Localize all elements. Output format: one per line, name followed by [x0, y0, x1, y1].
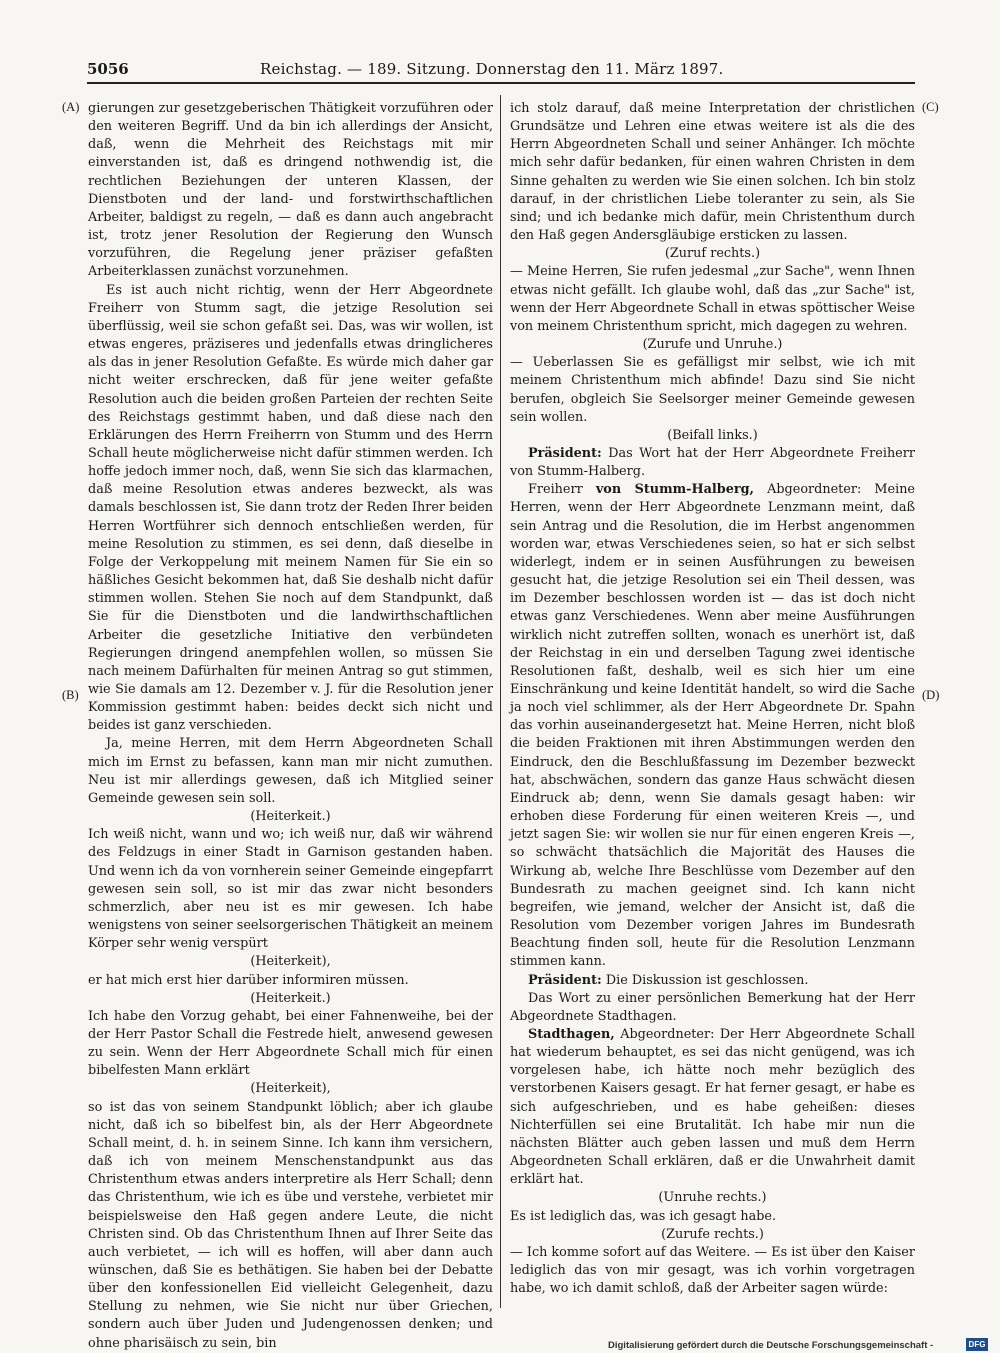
speaker-name: von Stumm-Halberg, — [595, 482, 754, 498]
speaker-name: Stadthagen, — [528, 1026, 615, 1042]
speech-text: Abgeordneter: Der Herr Abgeordnete Schall hat wiederum behauptet, es sei das nicht genügend, was ich vorgelesen habe, ich hätte noch mehr bezüglich des verstorbenen Kaisers gesagt. Er hat ferner gesagt, er habe es sich aufgeschrieben, und es habe geheißen: dieses Nichterfüllen sei eine Brutalität. Ich habe mir nun die nächsten Blätter auch geben lassen und muß dem Herrn Abgeordneten Schall erklären, daß er die Unwahrheit damit erklärt hat. — [510, 1026, 915, 1188]
interjection: (Heiterkeit.) — [250, 809, 331, 825]
speaker-paragraph — [510, 972, 915, 990]
interjection: (Zurufe rechts.) — [661, 1226, 764, 1242]
paragraph: — Ueberlassen Sie es gefälligst mir selbst, wie ich mit meinem Christenthum mich abfinde! Dazu sind Sie nicht berufen, obgleich Sie Seelsorger meiner Gemeinde gewesen sein wollen. — [510, 355, 915, 425]
digitization-credit: Digitalisierung gefördert durch die Deutsche Forschungsgemeinschaft - — [608, 1340, 934, 1351]
margin-marker-d: (D) — [922, 688, 940, 702]
paragraph: — Ich komme sofort auf das Weitere. — Es ist über den Kaiser lediglich das von mir gesagt, was ich vorhin vorgetragen habe, wo ich damit schloß, daß der Arbeiter sagen würde: — [510, 1244, 915, 1297]
interjection: (Zurufe und Unruhe.) — [642, 337, 783, 353]
speech-text: Die Diskussion ist geschlossen. — [605, 972, 809, 988]
speaker-title: Freiherr — [528, 482, 583, 498]
interjection: (Heiterkeit.) — [250, 990, 331, 1006]
right-column — [510, 100, 915, 1298]
paragraph: so ist das von seinem Standpunkt löblich; aber ich glaube nicht, daß ich so bibelfest bin, als der Herr Abgeordnete Schall meint, d. h. in seinem Sinne. Ich kann ihm versichern, daß ich von meinem Menschenstandpunkt aus das Christenthum etwas anders interpretire als Herr Schall; denn das Christenthum, wie ich es übe und verstehe, verbietet mir beispielsweise den Haß gegen andere Leute, die nicht Christen sind. Ob das Christenthum Ihnen auf Ihrer Seite das auch verbietet, — ich will es hoffen, will aber dann auch wünschen, daß Sie es bethätigen. Sie haben bei der Debatte über den konfessionellen Eid vielleicht Gelegenheit, dazu Stellung zu nehmen, wie Sie nicht nur über Griechen, sondern auch über Juden und Judengenossen denken; und ohne pharisäisch zu sein, bin — [88, 1099, 493, 1351]
interjection: (Zuruf rechts.) — [664, 246, 761, 262]
paragraph: Es ist auch nicht richtig, wenn der Herr Abgeordnete Freiherr von Stumm sagt, die jetzige Resolution sei überflüssig, weil sie schon gefaßt sei. Das, was wir wollen, ist etwas engeres, präziseres und jedenfalls etwas dringlicheres als das in jener Resolution Gefaßte. Es würde mich daher gar nicht weiter erschrecken, daß für jene weiter gefaßte Resolution auch die beiden großen Parteien der rechten Seite des Reichstags gestimmt haben, und daß diese nach den Erklärungen des Herrn Freiherrn von Stumm und des Herrn Schall heute möglicherweise nicht dafür stimmen werden. Ich hoffe jedoch immer noch, daß, wenn Sie sich das klarmachen, daß meine Resolution etwas anderes bezweckt, als was damals beschlossen ist, Sie dann trotz der Reden Ihrer beiden Herren Wortführer sich dennoch entschließen werden, für meine Resolution zu stimmen, es sei denn, daß dieselbe in Folge der Verkoppelung mit meinem Namen für Sie ein so häßliches Gesicht bekommen hat, daß Sie deshalb nicht dafür stimmen wollen. Stehen Sie noch auf dem Standpunkt, daß Sie für die Dienstboten und die landwirthschaftlichen Arbeiter die gesetzliche Initiative den verbündeten Regierungen dringend anempfehlen wollen, so müssen Sie nach meinem Dafürhalten für meinen Antrag so gut stimmen, wie Sie damals am 12. Dezember v. J. für die Resolution jener Kommission gestimmt haben: beides deckt sich nicht und beides ist ganz verschieden. — [88, 282, 493, 734]
left-column — [88, 100, 493, 1353]
speaker-label: Präsident: — [528, 972, 602, 988]
speaker-paragraph — [510, 445, 915, 481]
paragraph: Ich habe den Vorzug gehabt, bei einer Fahnenweihe, bei der der Herr Pastor Schall die Festrede hielt, anwesend gewesen zu sein. Wenn der Herr Abgeordnete Schall mich für einen bibelfesten Mann erklärt — [88, 1008, 493, 1079]
paragraph: gierungen zur gesetzgeberischen Thätigkeit vorzuführen oder den weiteren Begriff. Und da bin ich allerdings der Ansicht, daß, wenn die Mehrheit des Reichstags mit mir einverstanden ist, daß es dringend nothwendig ist, die rechtlichen Beziehungen der unteren Klassen, der Dienstboten und der land- und forstwirthschaftlichen Arbeiter, baldigst zu regeln, — daß es dann auch angebracht ist, trotz jener Resolution der Regierung den Wunsch vorzuführen, die Regelung jener präziser gefaßten Arbeiterklassen zunächst vorzunehmen. — [88, 101, 493, 280]
column-divider — [500, 95, 501, 1308]
speaker-paragraph — [510, 481, 915, 971]
interjection: (Beifall links.) — [667, 427, 758, 443]
margin-marker-a: (A) — [62, 100, 80, 114]
speaker-label: Präsident: — [528, 445, 602, 461]
speech-text: Das Wort hat der Herr Abgeordnete Freiherr von Stumm-Halberg. — [510, 445, 915, 480]
paragraph: Ich weiß nicht, wann und wo; ich weiß nur, daß wir während des Feldzugs in einer Stadt in Garnison gestanden haben. Und wenn ich da von vornherein seiner Gemeinde eingepfarrt gewesen sein soll, so ist mir das zwar nicht besonders schmerzlich, aber neu ist es mir gewesen. Ich habe wenigstens von seiner seelsorgerischen Thätigkeit an meinem Körper sehr wenig verspürt — [88, 827, 493, 952]
speaker-paragraph — [510, 1026, 915, 1189]
page-number: 5056 — [87, 60, 129, 78]
paragraph: Es ist lediglich das, was ich gesagt habe. — [510, 1208, 777, 1224]
margin-marker-b: (B) — [62, 688, 79, 702]
dfg-logo: DFG — [966, 1338, 988, 1351]
interjection: (Heiterkeit), — [250, 1081, 331, 1097]
header-rule — [87, 82, 915, 84]
speech-text: Abgeordneter: Meine Herren, wenn der Herr Abgeordnete Lenzmann meint, daß sein Antrag und die Resolution, die im Herbst angenommen worden war, etwas Verschiedenes seien, so hat er sich selbst widerlegt, indem er in seinen Ausführungen zu beweisen gesucht hat, die jetzige Resolution sei ein Theil dessen, was im Dezember beschlossen worden ist — das ist doch nicht etwas ganz Verschiedenes. Wenn aber meine Ausführungen wirklich nicht zutreffen sollten, wonach es unerhört ist, daß der Reichstag in ein und derselben Tagung zwei identische Resolutionen faßt, deshalb, weil es sich hier um eine Einschränkung und keine Identität handelt, so wird die Sache ja noch viel schlimmer, als der Herr Abgeordnete Dr. Spahn das vorhin auseinandergesetzt hat. Meine Herren, nicht bloß die beiden Fraktionen mit ihren Abstimmungen werden den Eindruck, den die Beschlußfassung im Dezember bezweckt hat, abschwächen, sondern das ganze Haus schwächt diesen Eindruck ab; denn, wenn Sie damals gesagt haben: wir erhoben diese Forderung für einen weiteren Kreis —, und jetzt sagen Sie: wir wollen sie nur für einen engeren Kreis —, so schwächt thatsächlich die Majorität des Hauses die Wirkung ab, welche Ihre Beschlüsse vom Dezember auf den Bundesrath zu machen geeignet sind. Ich kann nicht begreifen, wie jemand, welcher der Ansicht ist, daß die Resolution vom Dezember vorigen Jahres im Bundesrath Beachtung finden soll, heute für die Resolution Lenzmann stimmen kann. — [510, 482, 916, 970]
paragraph: Ja, meine Herren, mit dem Herrn Abgeordneten Schall mich im Ernst zu befassen, kann man mir nicht zumuthen. Neu ist mir allerdings gewesen, daß ich Mitglied seiner Gemeinde gewesen sein soll. — [88, 736, 493, 806]
margin-marker-c: (C) — [922, 100, 939, 114]
interjection: (Heiterkeit), — [250, 954, 331, 970]
paragraph: ich stolz darauf, daß meine Interpretation der christlichen Grundsätze und Lehren eine etwas weitere ist als die des Herrn Abgeordneten Schall und seiner Anhänger. Ich möchte mich sehr dafür bedanken, für einen wahren Christen in dem Sinne gehalten zu werden wie Sie einen solchen. Ich bin stolz darauf, in der christlichen Liebe toleranter zu sein, als Sie sind; und ich bedanke mich dafür, mein Christenthum durch den Haß gegen Andersgläubige ersticken zu lassen. — [510, 101, 915, 244]
paragraph: er hat mich erst hier darüber informiren müssen. — [88, 972, 409, 988]
interjection: (Unruhe rechts.) — [658, 1190, 767, 1206]
paragraph: Das Wort zu einer persönlichen Bemerkung hat der Herr Abgeordnete Stadthagen. — [510, 990, 915, 1024]
paragraph: — Meine Herren, Sie rufen jedesmal „zur Sache", wenn Ihnen etwas nicht gefällt. Ich glaube wohl, daß das „zur Sache" ist, wenn der Herr Abgeordnete Schall in etwas spöttischer Weise von meinem Christenthum spricht, mich dagegen zu wehren. — [510, 264, 915, 334]
running-head: Reichstag. — 189. Sitzung. Donnerstag den 11. März 1897. — [260, 60, 724, 78]
